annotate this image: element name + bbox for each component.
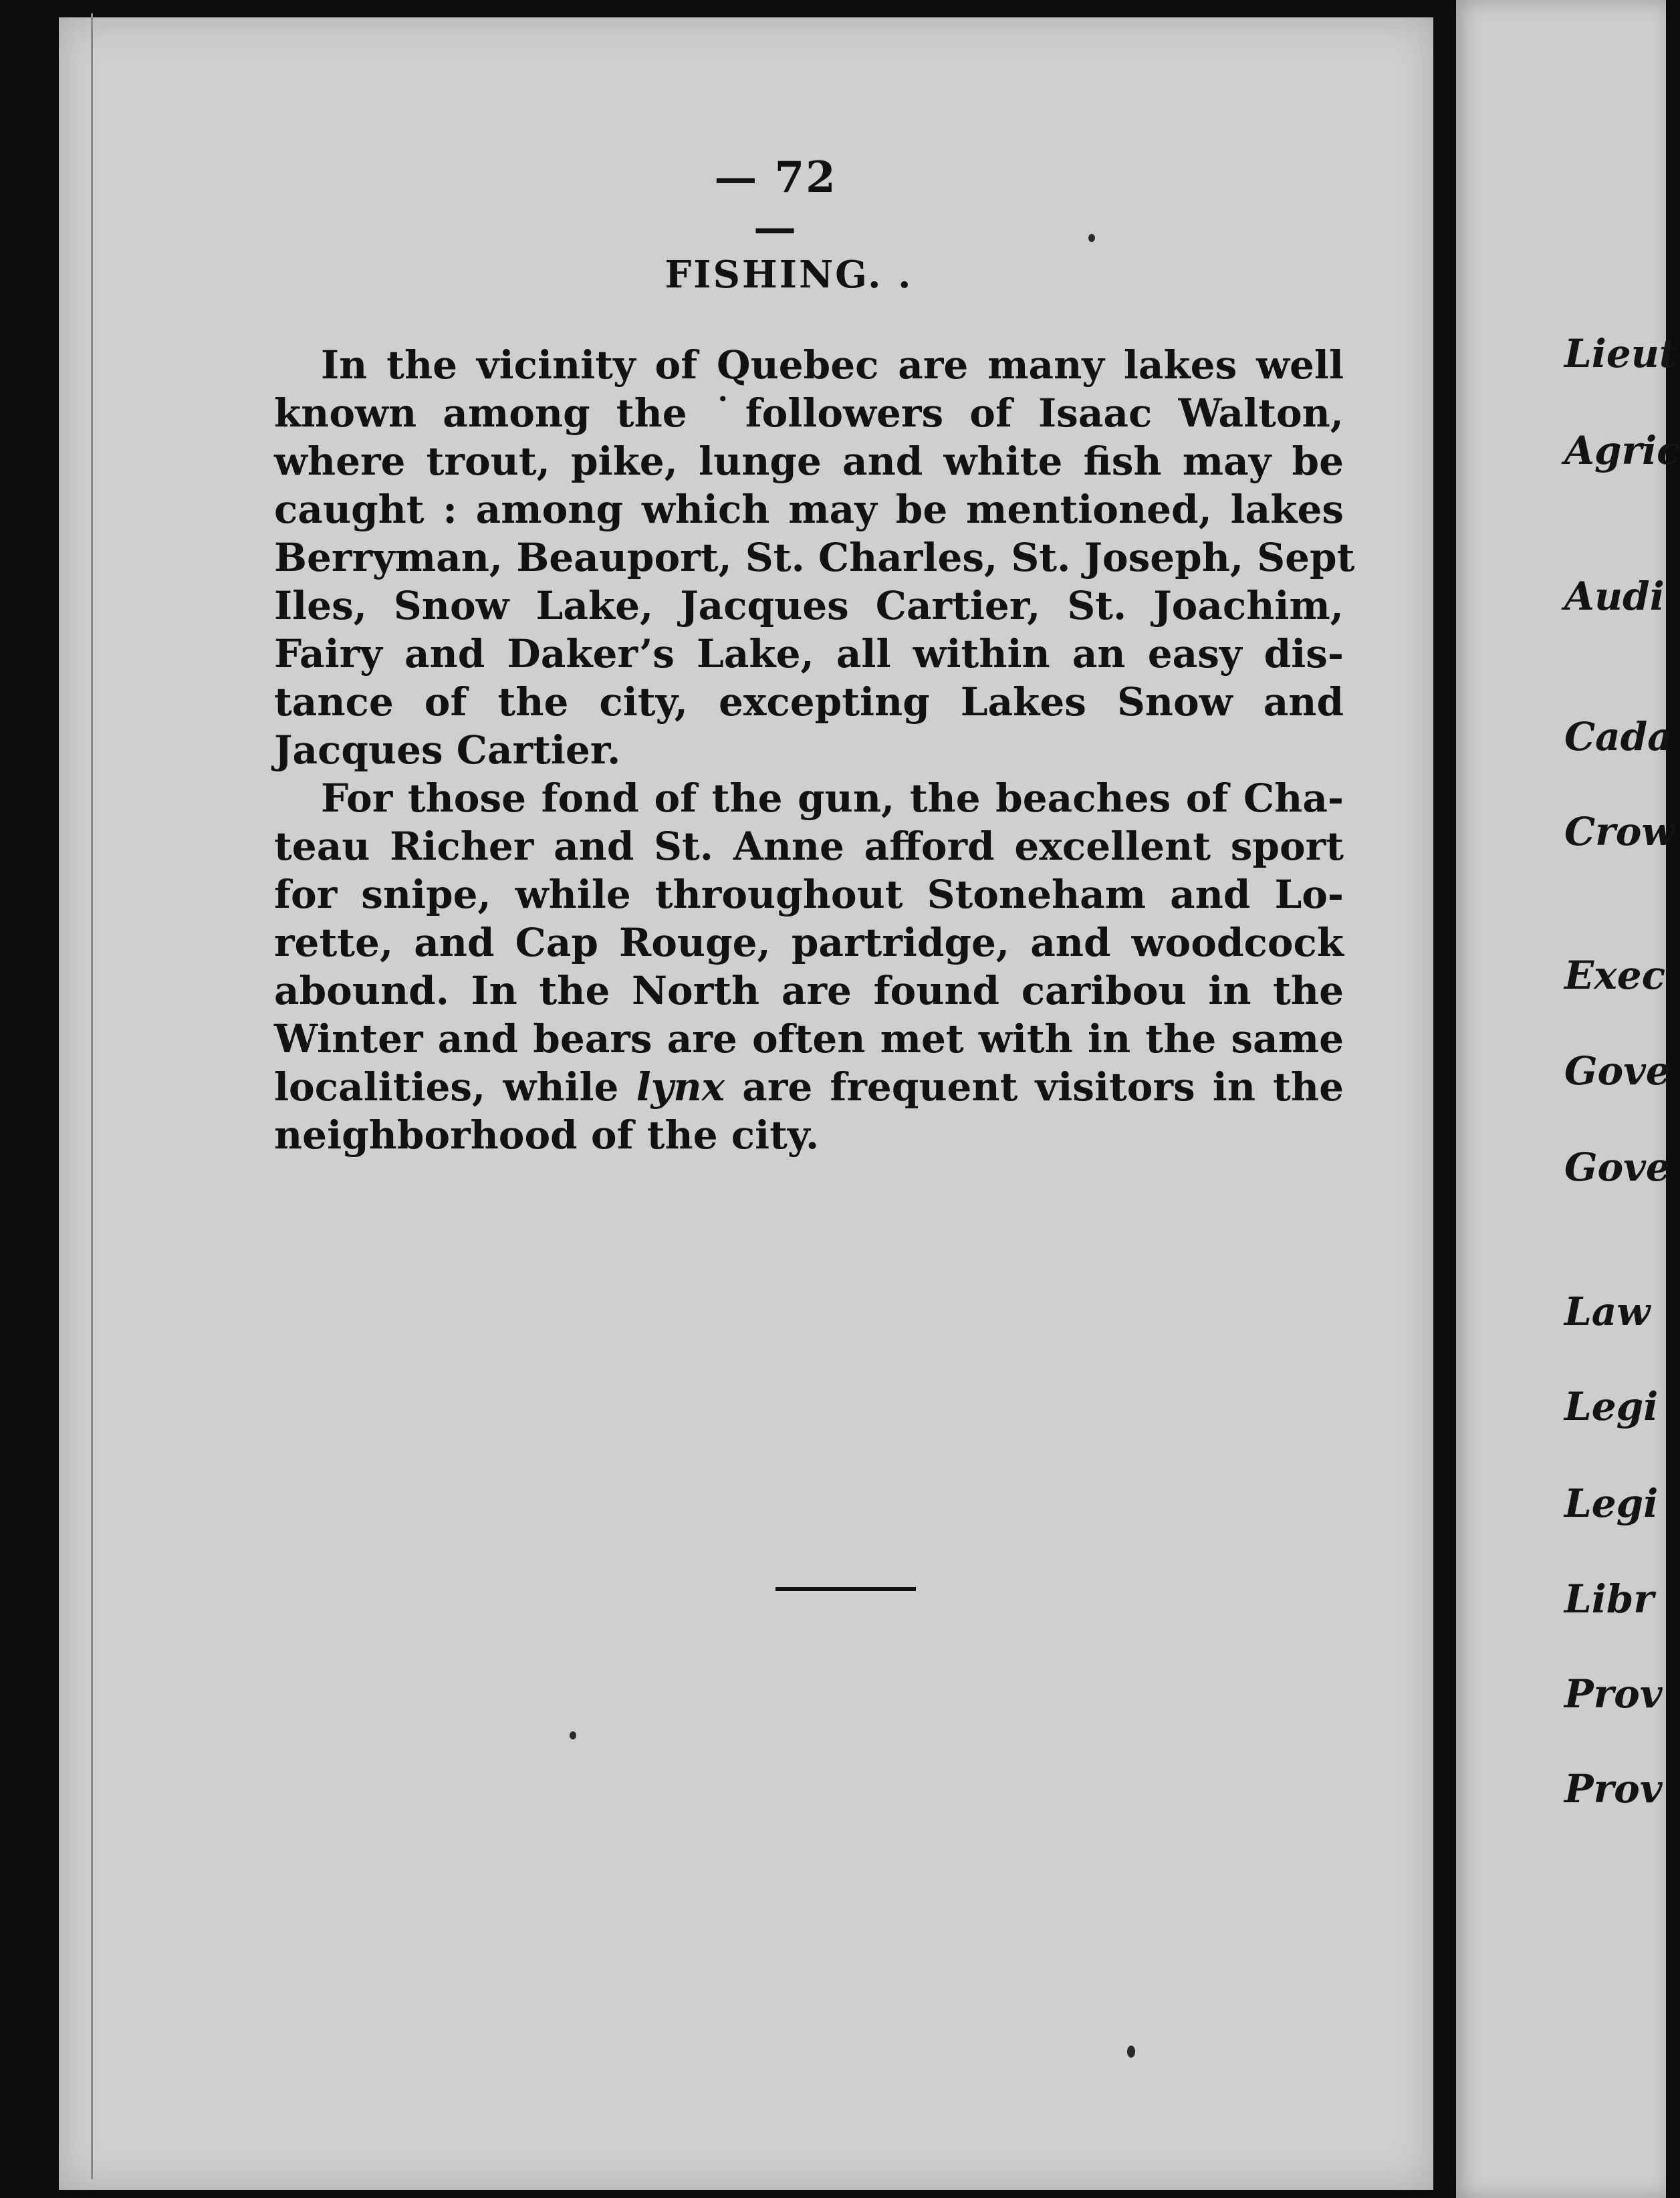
index-entry: Exec [1564, 953, 1666, 998]
text-line: abound. In the North are found caribou in the [274, 968, 1344, 1013]
text-line: for snipe, while throughout Stoneham and Lo- [274, 872, 1344, 917]
ink-speck [1088, 234, 1095, 242]
index-entry: Prov [1564, 1766, 1663, 1812]
text-line [274, 1063, 1344, 1111]
index-entry: Legi [1564, 1384, 1659, 1429]
text-line: For those fond of the gun, the beaches of Cha- [321, 775, 1344, 821]
text-line: rette, and Cap Rouge, partridge, and woodcock [274, 920, 1344, 965]
italic-word: lynx [636, 1064, 725, 1110]
index-entry: Gove [1564, 1048, 1671, 1094]
text-line: Jacques Cartier. [274, 727, 621, 773]
text-line: tance of the city, excepting Lakes Snow and [274, 679, 1344, 725]
section-title: FISHING. . [665, 253, 913, 297]
text-line: Berryman, Beauport, St. Charles, St. Joseph, Sept [274, 535, 1355, 580]
text-line: Winter and bears are often met with in the same [274, 1016, 1344, 1062]
text-segment: are frequent visitors in the [725, 1064, 1344, 1110]
ink-speck [570, 1731, 576, 1739]
index-entry: Audi [1564, 574, 1665, 619]
page-number: — 72 — [714, 152, 837, 253]
index-entry: Law [1564, 1289, 1651, 1334]
end-rule [775, 1587, 916, 1591]
text-line: Iles, Snow Lake, Jacques Cartier, St. Joachim, [274, 583, 1344, 628]
index-entry: Lieut [1564, 331, 1677, 376]
index-entry: Prov [1564, 1671, 1663, 1717]
text-segment: localities, while [274, 1064, 636, 1110]
text-line: teau Richer and St. Anne afford excellent sport [274, 824, 1344, 869]
index-entry: Libr [1564, 1576, 1654, 1622]
index-entry: Crow [1564, 809, 1675, 854]
text-line: neighborhood of the city. [274, 1112, 820, 1158]
body-text [274, 341, 1355, 1159]
index-entry: Cada [1564, 714, 1673, 759]
index-entry: Agric [1564, 428, 1680, 473]
ink-speck [1127, 2046, 1135, 2058]
right-page-index [1564, 0, 1680, 2198]
text-line: caught : among which may be mentioned, lakes [274, 487, 1344, 532]
text-line: In the vicinity of Quebec are many lakes well [321, 342, 1344, 388]
index-entry: Gove [1564, 1144, 1671, 1190]
index-entry: Legi [1564, 1481, 1659, 1526]
text-line: Fairy and Daker’s Lake, all within an easy dis- [274, 631, 1344, 677]
text-line: where trout, pike, lunge and white fish may be [274, 439, 1344, 484]
text-line: known among the ˙followers of Isaac Walton, [274, 390, 1344, 436]
page-edge-line [91, 13, 93, 2179]
